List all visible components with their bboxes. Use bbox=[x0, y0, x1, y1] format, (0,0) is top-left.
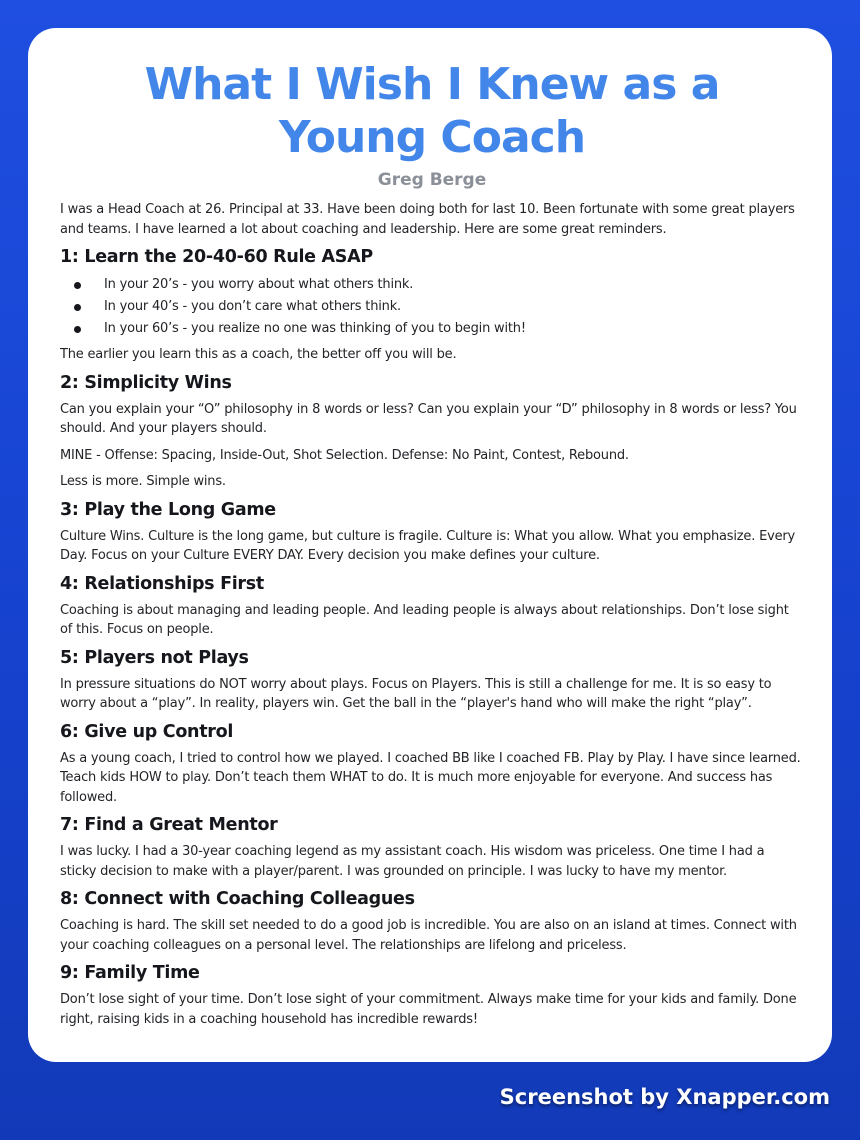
section-paragraph: In pressure situations do NOT worry about plays. Focus on Players. This is still a challenge for me. It is so easy to worry about a “play”. In reality, players win. Get the ball in the “player's hand who will make the right “play”. bbox=[60, 676, 772, 711]
section-paragraph: Can you explain your “O” philosophy in 8 words or less? Can you explain your “D” philosophy in 8 words or less? You should. And your players should. bbox=[60, 401, 797, 436]
list-item bbox=[60, 318, 804, 340]
bullet-icon bbox=[74, 282, 81, 289]
section-paragraph: Less is more. Simple wins. bbox=[60, 474, 226, 489]
section-paragraph: Culture Wins. Culture is the long game, but culture is fragile. Culture is: What you allow. What you emphasize. Every Day. Focus on your Culture EVERY DAY. Every decision you make defines your culture. bbox=[60, 528, 796, 563]
watermark-text: Screenshot by Xnapper.com bbox=[499, 1085, 830, 1109]
section-paragraph: I was lucky. I had a 30-year coaching legend as my assistant coach. His wisdom was priceless. One time I had a sticky decision to make with a player/parent. I was grounded on principle. I was lucky to have my mentor. bbox=[60, 844, 765, 879]
intro-paragraph: I was a Head Coach at 26. Principal at 33. Have been doing both for last 10. Been fortunate with some great players and teams. I have learned a lot about coaching and leadership. Here are some great reminders. bbox=[60, 202, 795, 237]
section-heading: 5: Players not Plays bbox=[60, 647, 249, 668]
document-card bbox=[28, 28, 832, 1062]
section-heading: 6: Give up Control bbox=[60, 721, 234, 742]
section-heading: 1: Learn the 20-40-60 Rule ASAP bbox=[60, 247, 373, 267]
document-title: What I Wish I Knew as a Young Coach bbox=[144, 59, 720, 163]
section-paragraph: Coaching is hard. The skill set needed to do a good job is incredible. You are also on an island at times. Connect with your coaching colleagues on a personal level. The relationships are lifelong and priceless. bbox=[60, 918, 797, 953]
section-paragraph: The earlier you learn this as a coach, the better off you will be. bbox=[60, 347, 457, 362]
section-heading: 2: Simplicity Wins bbox=[60, 372, 232, 393]
author-name: Greg Berge bbox=[377, 170, 487, 190]
section-heading: 3: Play the Long Game bbox=[60, 499, 276, 520]
section-paragraph: MINE - Offense: Spacing, Inside-Out, Shot Selection. Defense: No Paint, Contest, Rebound. bbox=[60, 447, 629, 463]
list-item bbox=[60, 274, 804, 296]
section-paragraph: Don’t lose sight of your time. Don’t lose sight of your commitment. Always make time for your kids and family. Done right, raising kids in a coaching household has incredible rewards! bbox=[60, 992, 797, 1027]
list-item-text: In your 20’s - you worry about what others think. bbox=[104, 277, 414, 292]
section-heading: 8: Connect with Coaching Colleagues bbox=[60, 889, 415, 909]
section-heading: 7: Find a Great Mentor bbox=[60, 815, 278, 835]
section-heading: 9: Family Time bbox=[60, 963, 200, 983]
bullet-list bbox=[60, 274, 804, 340]
bullet-icon bbox=[74, 304, 81, 311]
list-item-text: In your 40’s - you don’t care what others think. bbox=[104, 299, 401, 314]
list-item-text: In your 60’s - you realize no one was thinking of you to begin with! bbox=[104, 321, 526, 336]
list-item bbox=[60, 296, 804, 318]
bullet-icon bbox=[74, 326, 81, 333]
section-paragraph: As a young coach, I tried to control how we played. I coached BB like I coached FB. Play by Play. I have since learned. Teach kids HOW to play. Don’t teach them WHAT to do. It is much more enjoyable for everyone. And success has followed. bbox=[60, 750, 801, 805]
section-paragraph: Coaching is about managing and leading people. And leading people is always about relationships. Don’t lose sight of this. Focus on people. bbox=[60, 602, 789, 637]
section-heading: 4: Relationships First bbox=[60, 573, 264, 594]
